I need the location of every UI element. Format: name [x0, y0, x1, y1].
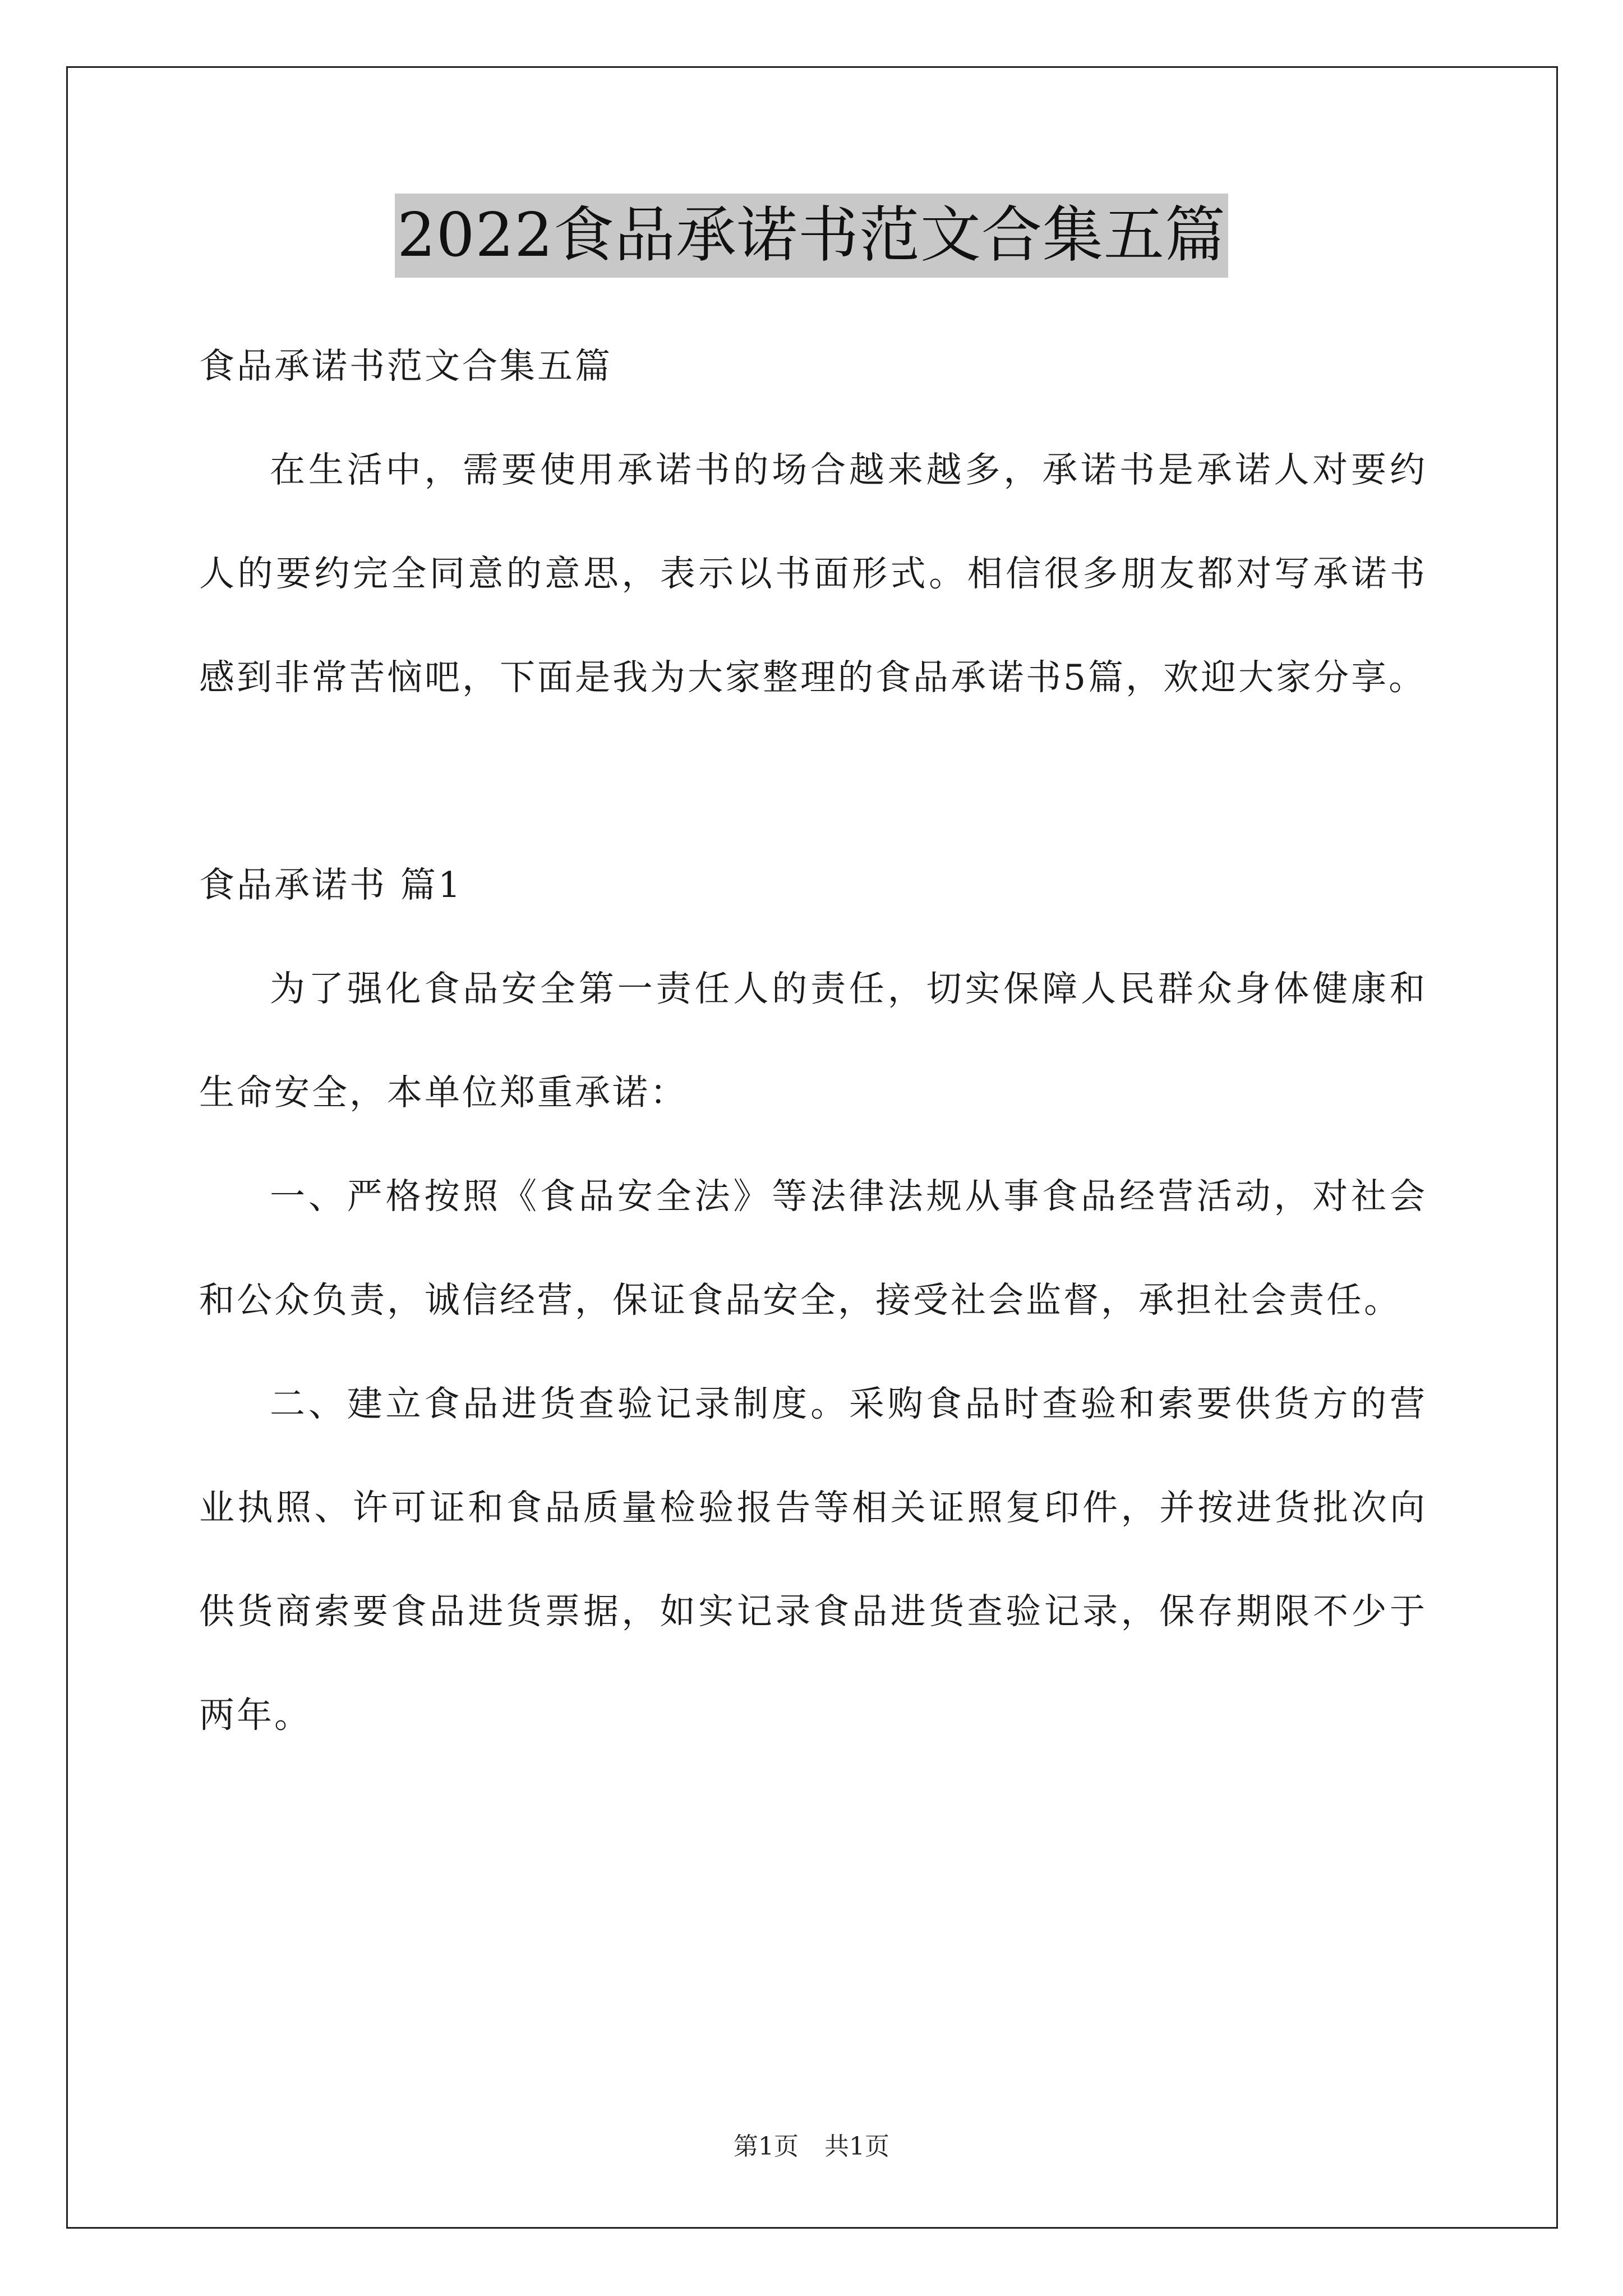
body-paragraph: 为了强化食品安全第一责任人的责任，切实保障人民群众身体健康和生命安全，本单位郑重承诺： — [199, 968, 1427, 1113]
page-number: 第1页 — [734, 2132, 799, 2161]
body-paragraph: 一、严格按照《食品安全法》等法律法规从事食品经营活动，对社会和公众负责，诚信经营，保证食品安全，接受社会监督，承担社会责任。 — [199, 1176, 1427, 1320]
document-body — [199, 314, 1427, 1767]
document-title: 2022食品承诺书范文合集五篇 — [395, 194, 1228, 278]
page-total: 共1页 — [824, 2132, 889, 2161]
page-footer — [0, 2126, 1623, 2162]
intro-paragraph: 在生活中，需要使用承诺书的场合越来越多，承诺书是承诺人对要约人的要约完全同意的意思，表示以书面形式。相信很多朋友都对写承诺书感到非常苦恼吧，下面是我为大家整理的食品承诺书5篇，欢迎大家分享。 — [199, 449, 1427, 698]
body-paragraph: 二、建立食品进货查验记录制度。采购食品时查验和索要供货方的营业执照、许可证和食品质量检验报告等相关证照复印件，并按进货批次向供货商索要食品进货票据，如实记录食品进货查验记录，保存期限不少于两年。 — [199, 1383, 1427, 1736]
section-heading: 食品承诺书 篇1 — [199, 864, 463, 905]
title-container — [0, 194, 1623, 278]
subtitle-paragraph: 食品承诺书范文合集五篇 — [199, 346, 612, 386]
